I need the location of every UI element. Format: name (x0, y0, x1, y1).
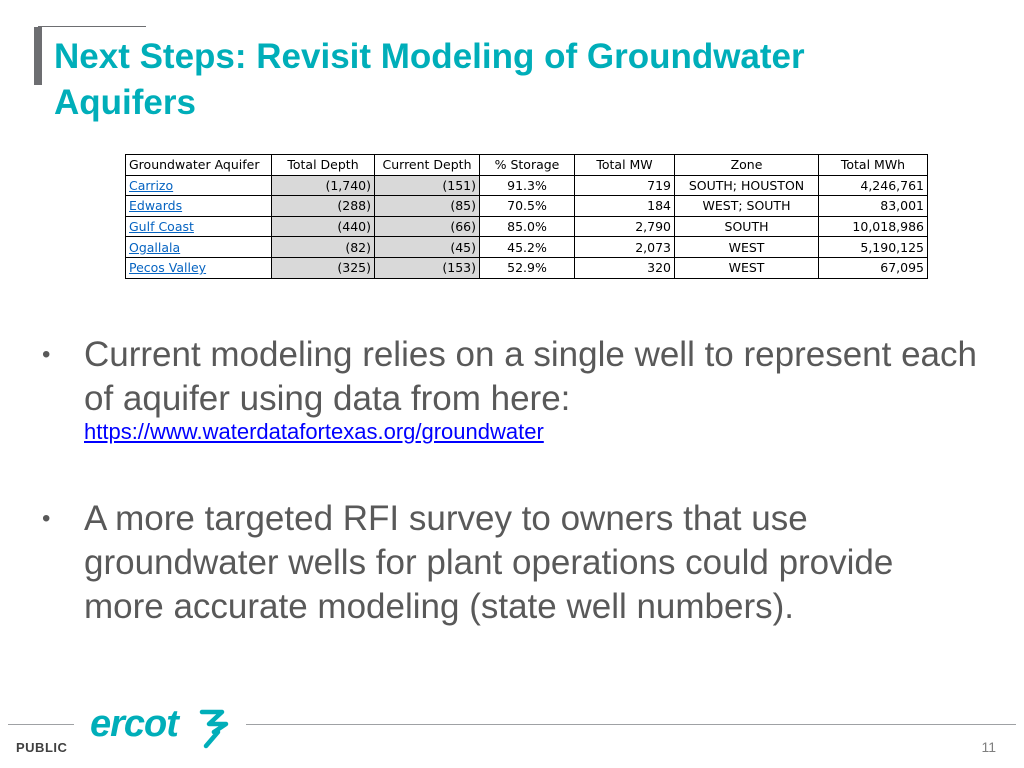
bullet-marker: • (42, 341, 51, 368)
storage-cell: 45.2% (480, 237, 575, 258)
total-depth-cell: (325) (272, 257, 375, 278)
current-depth-cell: (45) (375, 237, 480, 258)
bullet-list (40, 333, 980, 629)
header-total-depth: Total Depth (272, 155, 375, 176)
total-mwh-cell: 5,190,125 (819, 237, 928, 258)
aquifer-link[interactable]: Ogallala (126, 237, 272, 258)
total-mwh-cell: 83,001 (819, 196, 928, 217)
total-mw-cell: 2,073 (575, 237, 675, 258)
title-accent-bar (34, 27, 42, 85)
total-mw-cell: 2,790 (575, 216, 675, 237)
current-depth-cell: (66) (375, 216, 480, 237)
total-mw-cell: 719 (575, 175, 675, 196)
table-row (126, 216, 928, 237)
zone-cell: WEST (675, 257, 819, 278)
total-mwh-cell: 67,095 (819, 257, 928, 278)
table-row (126, 175, 928, 196)
aquifer-link[interactable]: Edwards (126, 196, 272, 217)
header-total-mw: Total MW (575, 155, 675, 176)
total-mw-cell: 184 (575, 196, 675, 217)
storage-cell: 70.5% (480, 196, 575, 217)
bullet-item (40, 333, 980, 447)
aquifer-link[interactable]: Gulf Coast (126, 216, 272, 237)
header-total-mwh: Total MWh (819, 155, 928, 176)
classification-label: PUBLIC (16, 740, 68, 755)
footer-divider-right (246, 724, 1016, 725)
current-depth-cell: (153) (375, 257, 480, 278)
bullet-text: A more targeted RFI survey to owners that use groundwater wells for plant operations could provide more accurate modeling (state well numbers). (84, 499, 894, 626)
ercot-logo (88, 702, 238, 750)
aquifer-link[interactable]: Pecos Valley (126, 257, 272, 278)
storage-cell: 85.0% (480, 216, 575, 237)
zone-cell: WEST; SOUTH (675, 196, 819, 217)
header-storage: % Storage (480, 155, 575, 176)
total-mwh-cell: 4,246,761 (819, 175, 928, 196)
title-accent-rule (38, 26, 146, 27)
logo-wordmark: ercot (90, 703, 178, 745)
current-depth-cell: (151) (375, 175, 480, 196)
total-mwh-cell: 10,018,986 (819, 216, 928, 237)
total-depth-cell: (82) (272, 237, 375, 258)
table-row (126, 237, 928, 258)
bullet-text: Current modeling relies on a single well to represent each of aquifer using data from here: (84, 335, 977, 418)
header-current-depth: Current Depth (375, 155, 480, 176)
groundwater-data-link[interactable]: https://www.waterdatafortexas.org/groundwater (84, 419, 544, 444)
storage-cell: 52.9% (480, 257, 575, 278)
zone-cell: WEST (675, 237, 819, 258)
current-depth-cell: (85) (375, 196, 480, 217)
zone-cell: SOUTH; HOUSTON (675, 175, 819, 196)
total-depth-cell: (1,740) (272, 175, 375, 196)
total-depth-cell: (288) (272, 196, 375, 217)
footer-divider-left (8, 724, 74, 725)
ercot-lightning-icon (202, 712, 226, 746)
table-header-row (126, 155, 928, 176)
header-groundwater-aquifer: Groundwater Aquifer (126, 155, 272, 176)
slide-title: Next Steps: Revisit Modeling of Groundwater Aquifers (54, 37, 805, 122)
total-depth-cell: (440) (272, 216, 375, 237)
table-row (126, 196, 928, 217)
table-row (126, 257, 928, 278)
total-mw-cell: 320 (575, 257, 675, 278)
page-number: 11 (981, 739, 996, 755)
bullet-marker: • (42, 505, 51, 532)
bullet-item (40, 497, 980, 629)
zone-cell: SOUTH (675, 216, 819, 237)
storage-cell: 91.3% (480, 175, 575, 196)
aquifer-link[interactable]: Carrizo (126, 175, 272, 196)
aquifer-table (125, 154, 928, 279)
header-zone: Zone (675, 155, 819, 176)
